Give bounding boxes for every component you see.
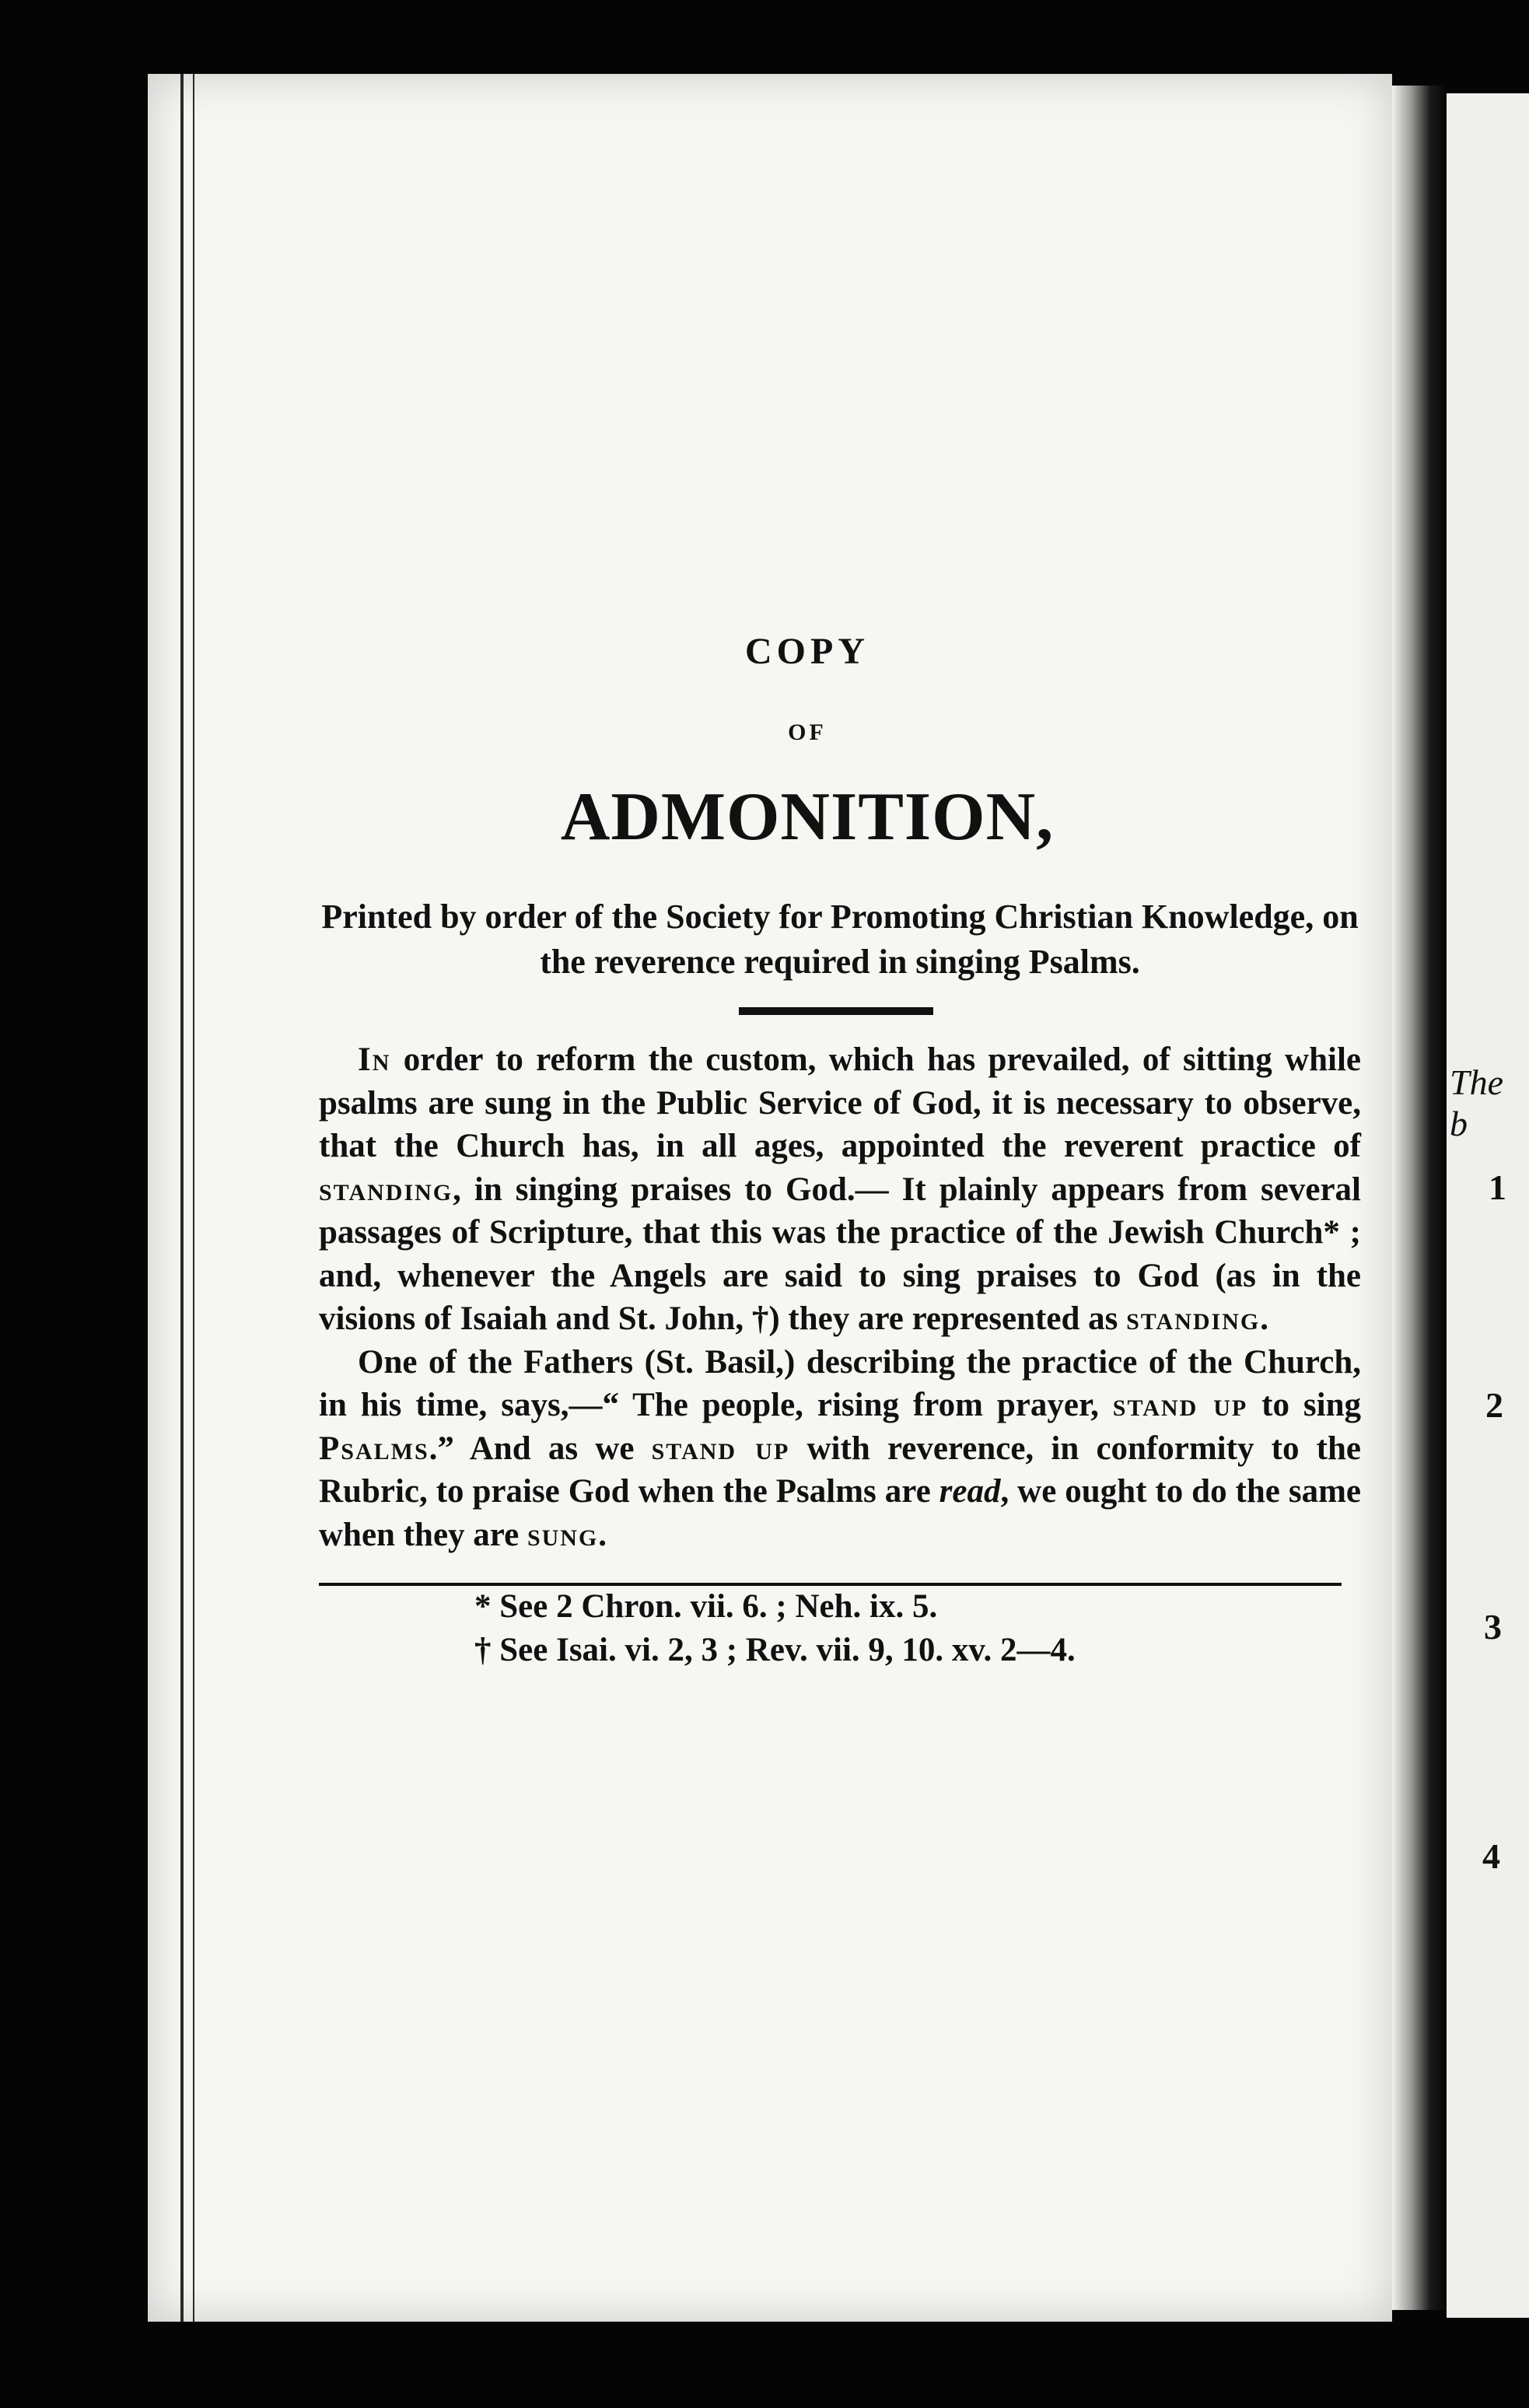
text-run: .	[1260, 1300, 1268, 1337]
small-caps-run: stand up	[651, 1430, 790, 1467]
page-title: ADMONITION,	[560, 779, 1055, 855]
small-caps-run: standing	[319, 1171, 453, 1208]
page-edge-line	[180, 74, 184, 2322]
next-page-number: 3	[1484, 1607, 1502, 1647]
text-run: .” And as we	[429, 1430, 652, 1467]
ornamental-rule	[739, 1007, 933, 1015]
text-run: , we ought to do the same when they are	[319, 1473, 1361, 1553]
subtitle: Printed by order of the Society for Promoting Christian Knowledge, on the reverence required in singing Psalms.	[321, 898, 1359, 981]
next-page-fragment	[1447, 93, 1529, 2318]
text-run: One of the Fathers (St. Basil,) describing the practice of the Church, in his time, says,—“ The people, rising from prayer,	[319, 1343, 1361, 1423]
binding-gutter	[1392, 86, 1447, 2310]
paragraph-2	[319, 1341, 1361, 1557]
text-run: , in singing praises to God.— It plainly appears from several passages of Scripture, that this was the practice of the Jewish Church* ; and, whenever the Angels are said to sing praises to God (as in the visions of Isaiah and St. John, †) they are represented as	[319, 1171, 1361, 1337]
footnote: * See 2 Chron. vii. 6. ; Neh. ix. 5.	[474, 1588, 938, 1625]
paragraph-1	[319, 1038, 1361, 1341]
text-run: .	[598, 1516, 607, 1553]
body-text	[319, 1038, 1361, 1556]
page-edge-line	[193, 74, 194, 2322]
heading-copy: COPY	[745, 631, 869, 672]
footnotes	[474, 1579, 1252, 1672]
text-run: to sing	[1247, 1387, 1361, 1423]
paragraph-dropcap: In	[358, 1041, 391, 1078]
footnote: † See Isai. vi. 2, 3 ; Rev. vii. 9, 10. xv. 2—4.	[474, 1632, 1076, 1668]
next-page-number: 2	[1485, 1385, 1503, 1425]
next-page-number: 4	[1482, 1836, 1500, 1876]
text-run: order to reform the custom, which has prevailed, of sitting while psalms are sung in the Public Service of God, it is necessary to observe, that the Church has, in all ages, appointed the reverent practice of	[319, 1041, 1361, 1164]
heading-of: OF	[788, 719, 827, 745]
small-caps-run: sung	[527, 1516, 599, 1553]
next-page-header: The b	[1450, 1062, 1503, 1143]
small-caps-run: standing	[1126, 1300, 1261, 1337]
small-caps-run: stand up	[1112, 1387, 1248, 1423]
next-page-number: 1	[1489, 1167, 1506, 1207]
italic-run: read	[939, 1473, 1001, 1510]
small-caps-run: Psalms	[319, 1430, 429, 1467]
text-run: with reverence, in conformity to the Rubric, to praise God when the Psalms are	[319, 1430, 1361, 1510]
